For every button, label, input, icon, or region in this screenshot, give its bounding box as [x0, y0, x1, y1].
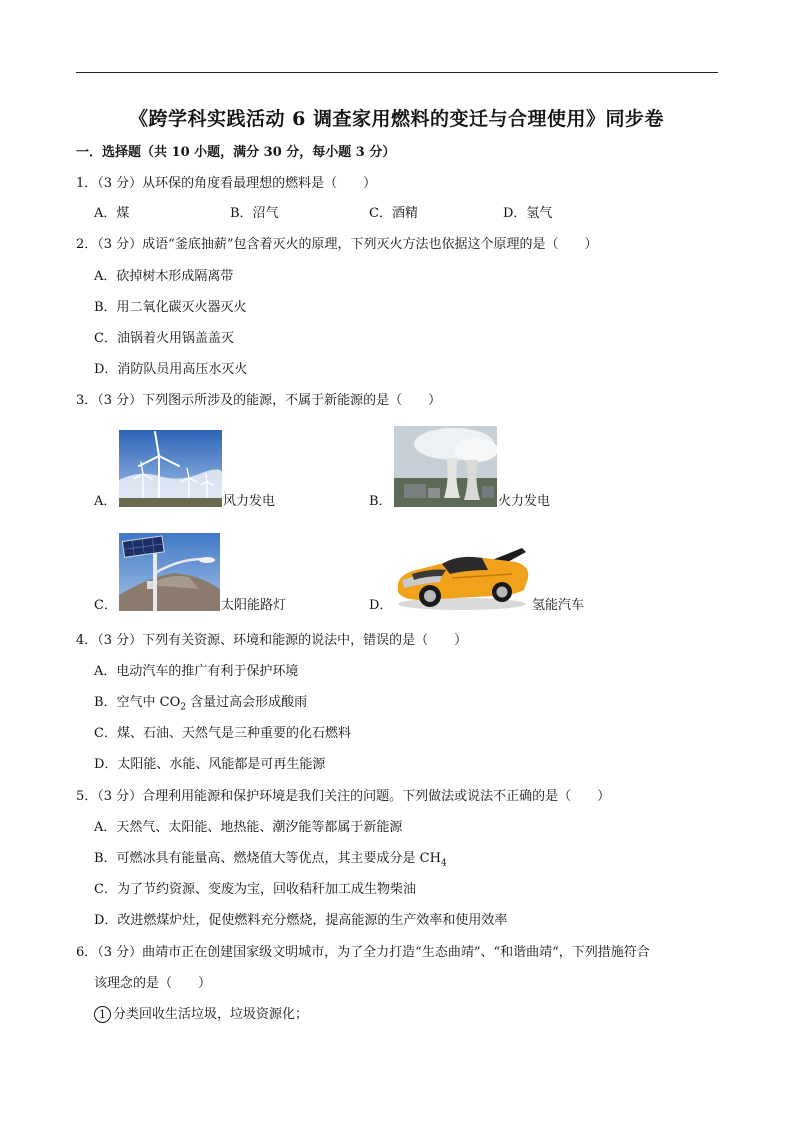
- question-6-stem-line2: 该理念的是（ ）: [94, 976, 212, 991]
- q2-option-d[interactable]: D．消防队员用高压水灭火: [94, 362, 248, 377]
- q5-option-a[interactable]: A．天然气、太阳能、地热能、潮汐能等都属于新能源: [94, 820, 403, 835]
- q5-option-c[interactable]: C．为了节约资源、变废为宝，回收秸秆加工成生物柴油: [94, 882, 416, 897]
- q4-option-d[interactable]: D．太阳能、水能、风能都是可再生能源: [94, 757, 326, 772]
- question-1-stem: 1．（3 分）从环保的角度看最理想的燃料是（ ）: [76, 176, 377, 191]
- q1-option-c[interactable]: C．酒精: [369, 206, 418, 221]
- q1-option-b[interactable]: B．沼气: [230, 206, 279, 221]
- q6-item-1-text: 分类回收生活垃圾，垃圾资源化；: [113, 1007, 309, 1022]
- power-plant-photo: [394, 426, 497, 507]
- solar-street-lamp-photo: [119, 533, 220, 611]
- q5-option-d[interactable]: D．改进燃煤炉灶，促使燃料充分燃烧，提高能源的生产效率和使用效率: [94, 913, 508, 928]
- q4-option-b-suffix: 含量过高会形成酸雨: [186, 695, 308, 710]
- q2-option-b[interactable]: B．用二氧化碳灭火器灭火: [94, 300, 247, 315]
- header-rule: [76, 72, 718, 73]
- q6-item-1: [94, 1006, 308, 1023]
- q4-option-a[interactable]: A．电动汽车的推广有利于保护环境: [94, 664, 299, 679]
- q4-option-b-prefix: B．空气中 CO: [94, 695, 181, 710]
- q3-option-c-label: 太阳能路灯: [221, 598, 287, 613]
- hydrogen-car-photo: [392, 544, 532, 612]
- q1-option-a[interactable]: A．煤: [94, 206, 130, 221]
- q3-option-b-label: 火力发电: [498, 494, 551, 509]
- q4-option-b[interactable]: [94, 695, 307, 716]
- wind-turbine-photo: [119, 430, 222, 507]
- q5-option-b[interactable]: [94, 851, 447, 872]
- q3-option-d-letter[interactable]: D．: [369, 598, 393, 613]
- q5-option-b-subscript: 4: [440, 858, 447, 869]
- q1-option-d[interactable]: D．氢气: [503, 206, 553, 221]
- section-heading: 一．选择题（共 10 小题，满分 30 分，每小题 3 分）: [76, 145, 396, 160]
- question-5-stem: 5．（3 分）合理利用能源和保护环境是我们关注的问题。下列做法或说法不正确的是（ ）: [76, 789, 611, 804]
- question-3-stem: 3．（3 分）下列图示所涉及的能源，不属于新能源的是（ ）: [76, 393, 442, 408]
- q4-option-b-subscript: 2: [180, 702, 187, 713]
- q2-option-a[interactable]: A．砍掉树木形成隔离带: [94, 269, 234, 284]
- circled-number-marker: 1: [94, 1006, 111, 1023]
- q4-option-c[interactable]: C．煤、石油、天然气是三种重要的化石燃料: [94, 726, 351, 741]
- page-title: 《跨学科实践活动 6 调查家用燃料的变迁与合理使用》同步卷: [129, 108, 664, 130]
- q3-option-b-letter[interactable]: B．: [369, 494, 392, 509]
- q5-option-b-prefix: B．可燃冰具有能量高、燃烧值大等优点，其主要成分是 CH: [94, 851, 441, 866]
- q3-option-a-label: 风力发电: [223, 494, 276, 509]
- q2-option-c[interactable]: C．油锅着火用锅盖盖灭: [94, 331, 234, 346]
- q3-option-c-letter[interactable]: C．: [94, 598, 117, 613]
- q3-option-d-label: 氢能汽车: [532, 598, 585, 613]
- question-6-stem-line1: 6．（3 分）曲靖市正在创建国家级文明城市，为了全力打造“生态曲靖”、“和谐曲靖“，下列措施符合: [76, 945, 650, 960]
- q3-option-a-letter[interactable]: A．: [94, 494, 117, 509]
- question-2-stem: 2．（3 分）成语“釜底抽薪”包含着灭火的原理，下列灭火方法也依据这个原理的是（ ）: [76, 237, 598, 252]
- question-4-stem: 4．（3 分）下列有关资源、环境和能源的说法中，错误的是（ ）: [76, 633, 468, 648]
